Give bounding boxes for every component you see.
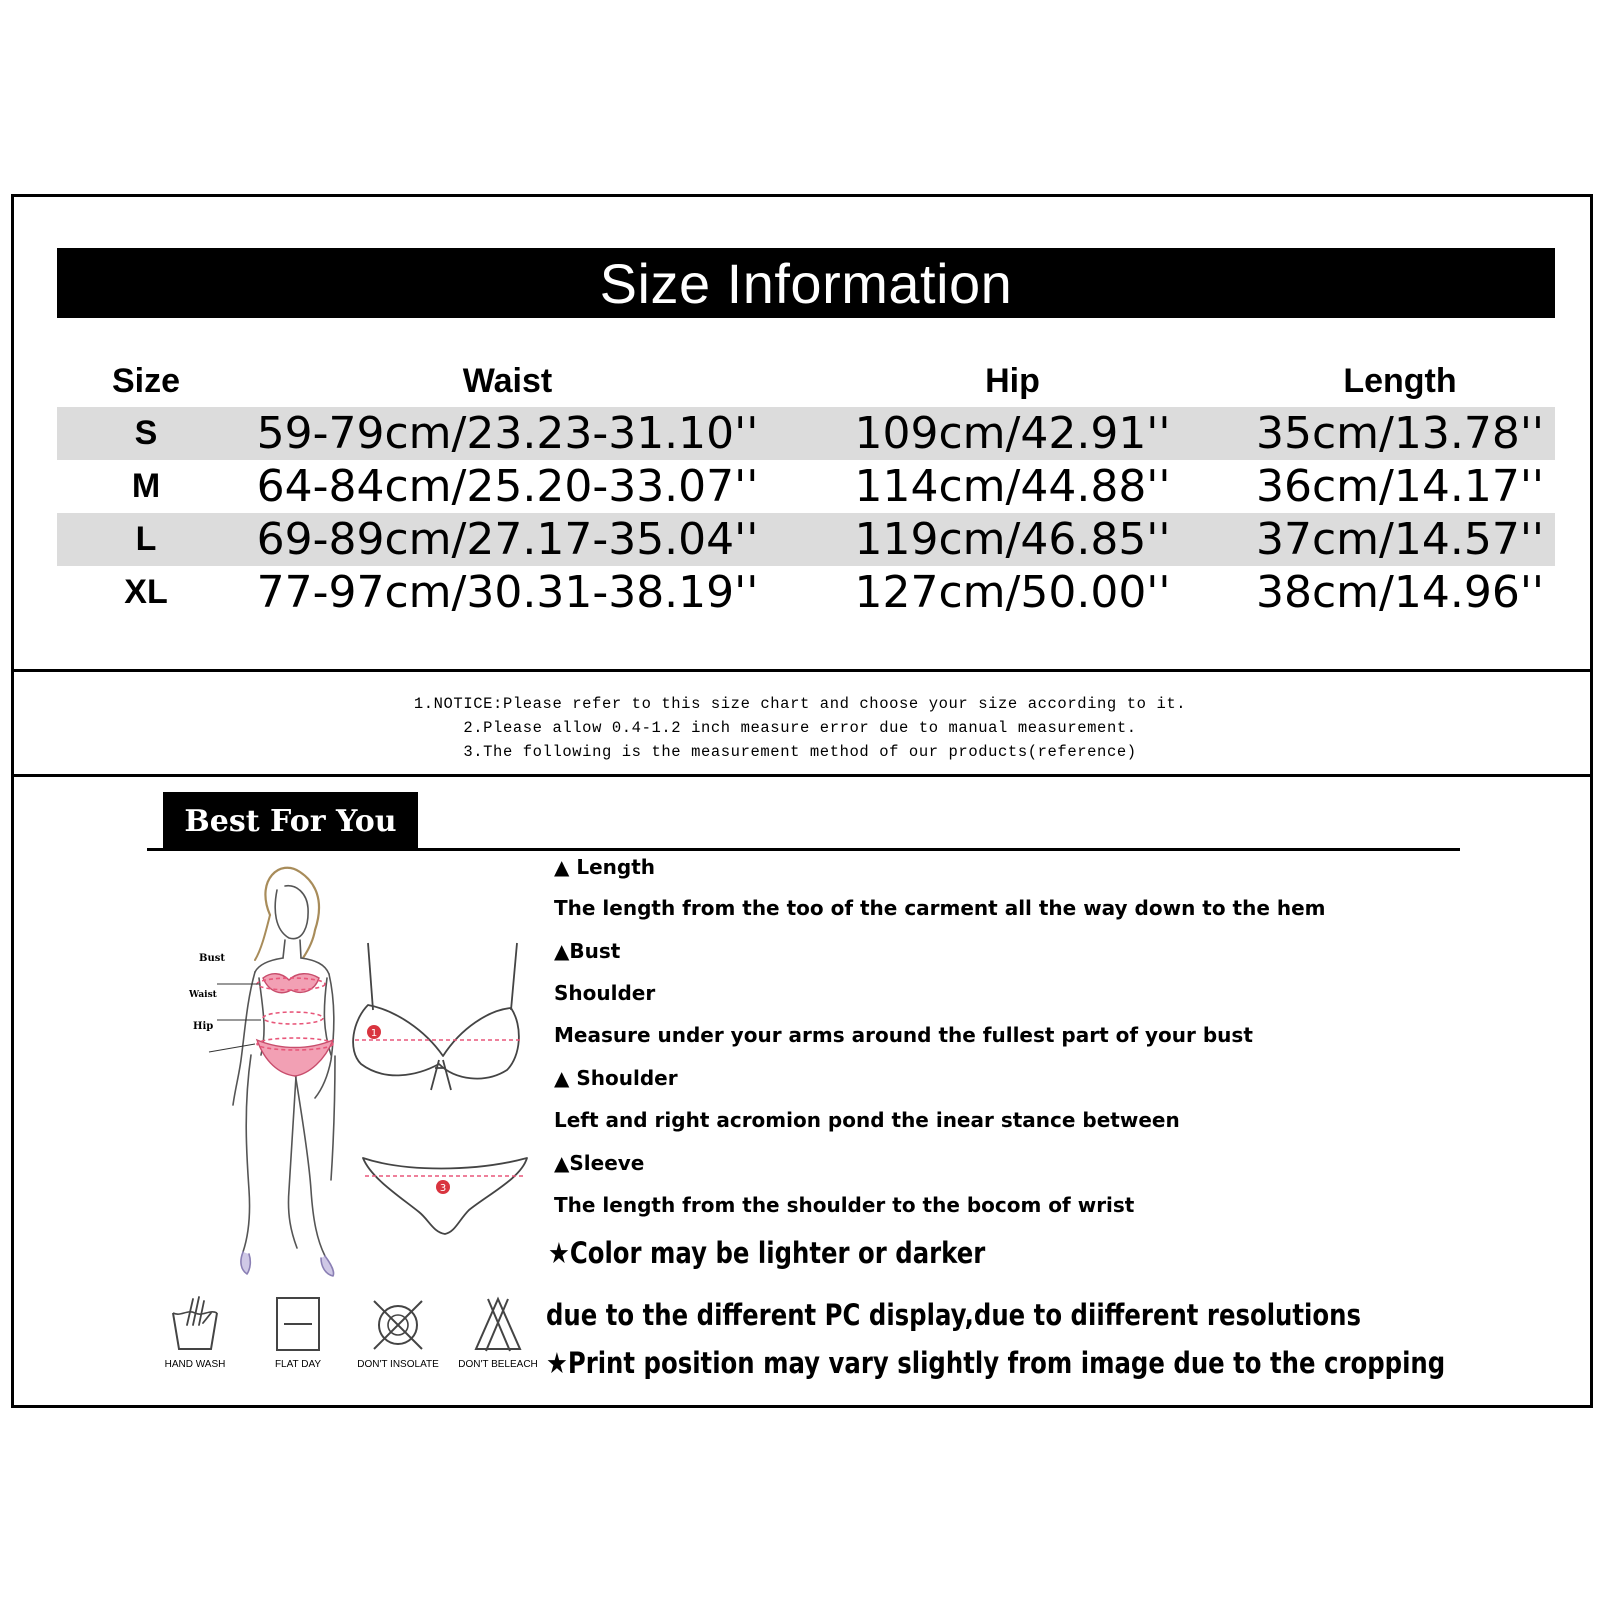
cell-size: XL xyxy=(124,573,168,611)
info-line: ▲Sleeve xyxy=(554,1151,645,1175)
dont-bleach-icon xyxy=(470,1295,526,1353)
cell-hip: 119cm/46.85'' xyxy=(854,514,1171,565)
hip-label: Hip xyxy=(193,1021,214,1032)
table-header xyxy=(57,355,1555,407)
hand-wash-icon xyxy=(167,1295,223,1353)
disclaimer-line: ★Print position may vary slightly from image due to the cropping xyxy=(546,1346,1446,1380)
section-divider xyxy=(11,669,1593,672)
cell-length: 35cm/13.78'' xyxy=(1255,408,1545,459)
disclaimer-line: due to the different PC display,due to diifferent resolutions xyxy=(546,1298,1361,1332)
dont-insolate-icon xyxy=(370,1295,426,1353)
bra-diagram xyxy=(353,943,519,1090)
table-row xyxy=(57,407,1555,460)
table-row xyxy=(57,460,1555,513)
info-line: ▲Bust xyxy=(554,939,621,963)
info-line: Measure under your arms around the fullest part of your bust xyxy=(554,1023,1253,1047)
hip-leader xyxy=(209,1044,255,1052)
disclaimer-line: ★Color may be lighter or darker xyxy=(548,1236,986,1270)
best-for-you-tab: Best For You xyxy=(163,792,418,851)
info-line: Left and right acromion pond the inear stance between xyxy=(554,1108,1180,1132)
cell-length: 38cm/14.96'' xyxy=(1255,567,1545,618)
cell-size: S xyxy=(134,414,158,452)
notice-block xyxy=(0,692,1600,764)
section-divider xyxy=(11,774,1593,777)
care-label: FLAT DAY xyxy=(274,1359,322,1370)
cell-hip: 127cm/50.00'' xyxy=(854,567,1171,618)
bust-label: Bust xyxy=(199,953,225,964)
info-line: ▲ Shoulder xyxy=(554,1066,678,1090)
cell-hip: 114cm/44.88'' xyxy=(854,461,1171,512)
care-label: DON'T BELEACH xyxy=(458,1359,538,1370)
header-waist: Waist xyxy=(462,361,553,400)
info-line: The length from the too of the carment all the way down to the hem xyxy=(554,896,1326,920)
header-hip: Hip xyxy=(985,361,1040,400)
notice-line: 1.NOTICE:Please refer to this size chart and choose your size according to it. xyxy=(413,695,1187,713)
notice-line: 3.The following is the measurement method of our products(reference) xyxy=(463,743,1137,761)
table-row xyxy=(57,513,1555,566)
care-hand-wash xyxy=(150,1295,240,1370)
marker-1-label: 1 xyxy=(370,1028,378,1039)
care-label: DON'T INSOLATE xyxy=(357,1359,439,1370)
size-table xyxy=(57,355,1555,619)
flat-dry-icon xyxy=(274,1295,322,1353)
cell-waist: 59-79cm/23.23-31.10'' xyxy=(256,408,759,459)
care-dont-insolate xyxy=(353,1295,443,1370)
header-length: Length xyxy=(1343,361,1457,400)
cell-hip: 109cm/42.91'' xyxy=(854,408,1171,459)
cell-waist: 64-84cm/25.20-33.07'' xyxy=(256,461,759,512)
cell-waist: 77-97cm/30.31-38.19'' xyxy=(256,567,759,618)
cell-length: 37cm/14.57'' xyxy=(1255,514,1545,565)
measurement-illustration xyxy=(185,860,535,1280)
page-title: Size Information xyxy=(57,248,1555,318)
cell-length: 36cm/14.17'' xyxy=(1255,461,1545,512)
care-dont-bleach xyxy=(453,1295,543,1370)
briefs-diagram xyxy=(363,1158,527,1234)
notice-line: 2.Please allow 0.4-1.2 inch measure error due to manual measurement. xyxy=(463,719,1137,737)
cell-size: M xyxy=(131,467,161,505)
waist-measure-line xyxy=(263,1012,323,1024)
info-line: The length from the shoulder to the bocom of wrist xyxy=(554,1193,1135,1217)
info-line: Shoulder xyxy=(554,981,656,1005)
marker-3-label: 3 xyxy=(439,1183,447,1194)
header-size: Size xyxy=(111,361,181,400)
care-flat-dry xyxy=(253,1295,343,1370)
cell-size: L xyxy=(135,520,157,558)
table-row xyxy=(57,566,1555,619)
waist-label: Waist xyxy=(189,990,217,1000)
info-line: ▲ Length xyxy=(554,855,656,879)
care-label: HAND WASH xyxy=(164,1359,226,1370)
cell-waist: 69-89cm/27.17-35.04'' xyxy=(256,514,759,565)
best-for-you-rule xyxy=(147,848,1460,851)
figure-bikini-bottom xyxy=(257,1040,333,1076)
